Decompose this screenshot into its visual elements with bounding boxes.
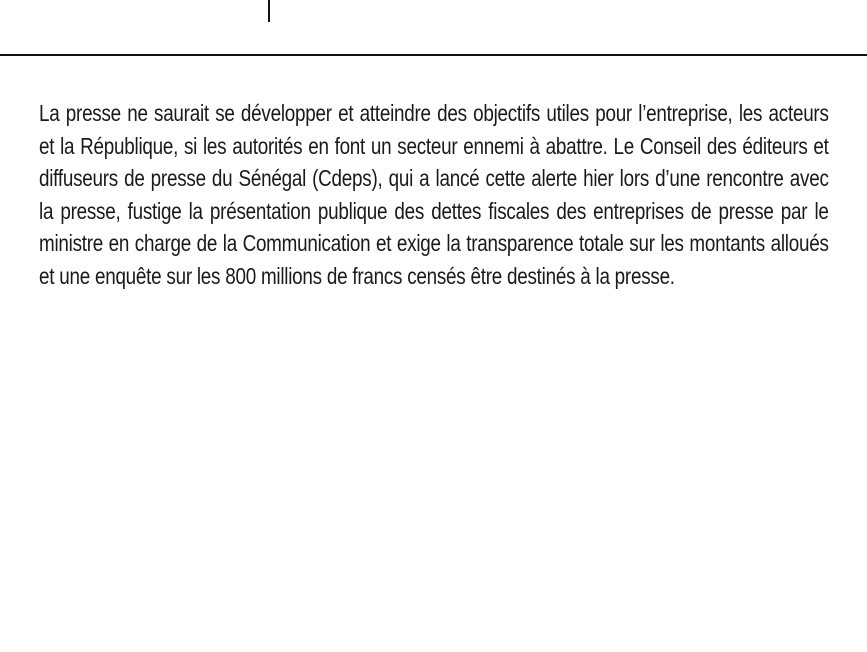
- horizontal-divider: [0, 54, 867, 56]
- article-lead-paragraph: La presse ne saurait se développer et atteindre des objectifs utiles pour l’entreprise, les acteurs et la République, si les autorités en font un secteur ennemi à abattre. Le Conseil des éditeurs et diffuseurs de presse du Sénégal (Cdeps), qui a lancé cette alerte hier lors d’une rencontre avec la presse, fustige la présentation publique des dettes fiscales des entreprises de presse par le ministre en charge de la Communication et exige la transparence totale sur les montants alloués et une enquête sur les 800 millions de francs censés être destinés à la presse.: [39, 100, 829, 289]
- column-separator-tick: [268, 0, 270, 22]
